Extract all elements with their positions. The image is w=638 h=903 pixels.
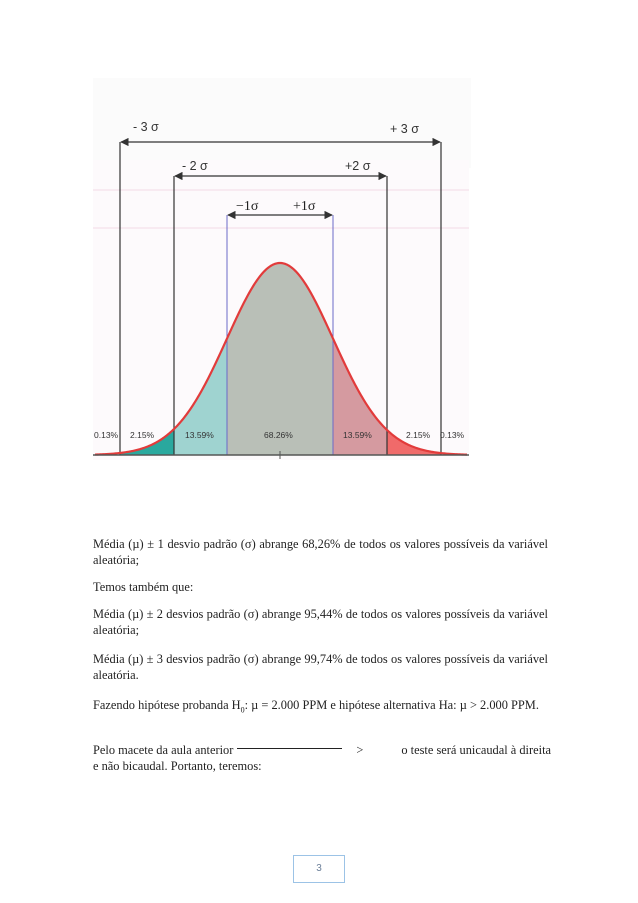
label-minus-1-sigma: −1σ xyxy=(236,199,259,214)
label-minus-3-sigma: - 3 σ xyxy=(133,120,159,134)
paragraph-hypothesis xyxy=(93,697,548,718)
blank-rule xyxy=(237,748,342,749)
macete-text-b: o teste será unicaudal à direita xyxy=(401,743,552,757)
label-minus-2-sigma: - 2 σ xyxy=(182,159,208,173)
hypothesis-text-b: : µ = 2.000 PPM e hipótese alternativa Ha: µ > 2.000 PPM. xyxy=(244,698,539,712)
paragraph-2sigma: Média (µ) ± 2 desvios padrão (σ) abrange 95,44% de todos os valores possíveis da variável aleatória; xyxy=(93,607,548,637)
pct-left-tail: 0.13% xyxy=(94,430,119,440)
paragraph-1sigma: Média (µ) ± 1 desvio padrão (σ) abrange 68,26% de todos os valores possíveis da variável aleatória; xyxy=(93,537,548,567)
pct-center: 68.26% xyxy=(264,430,293,440)
pct-right-1-2: 13.59% xyxy=(343,430,372,440)
paragraph-3sigma: Média (µ) ± 3 desvios padrão (σ) abrange 99,74% de todos os valores possíveis da variável aleatória. xyxy=(93,652,548,682)
label-plus-2-sigma: +2 σ xyxy=(345,159,371,173)
paragraph-macete-line1 xyxy=(93,742,552,758)
pct-right-tail: 0.13% xyxy=(440,430,465,440)
label-plus-3-sigma: + 3 σ xyxy=(390,122,419,136)
page-number-box: 3 xyxy=(293,855,345,883)
pct-left-1-2: 13.59% xyxy=(185,430,214,440)
hypothesis-subscript: 0 xyxy=(240,705,245,715)
macete-text-a: Pelo macete da aula anterior xyxy=(93,743,234,757)
label-plus-1-sigma: +1σ xyxy=(293,199,316,214)
paragraph-macete-line2: e não bicaudal. Portanto, teremos: xyxy=(93,759,262,773)
pct-left-2-3: 2.15% xyxy=(130,430,155,440)
paragraph-temos: Temos também que: xyxy=(93,580,194,594)
macete-gt: > xyxy=(356,743,364,757)
hypothesis-text-a: Fazendo hipótese probanda H xyxy=(93,698,241,712)
pct-right-2-3: 2.15% xyxy=(406,430,431,440)
